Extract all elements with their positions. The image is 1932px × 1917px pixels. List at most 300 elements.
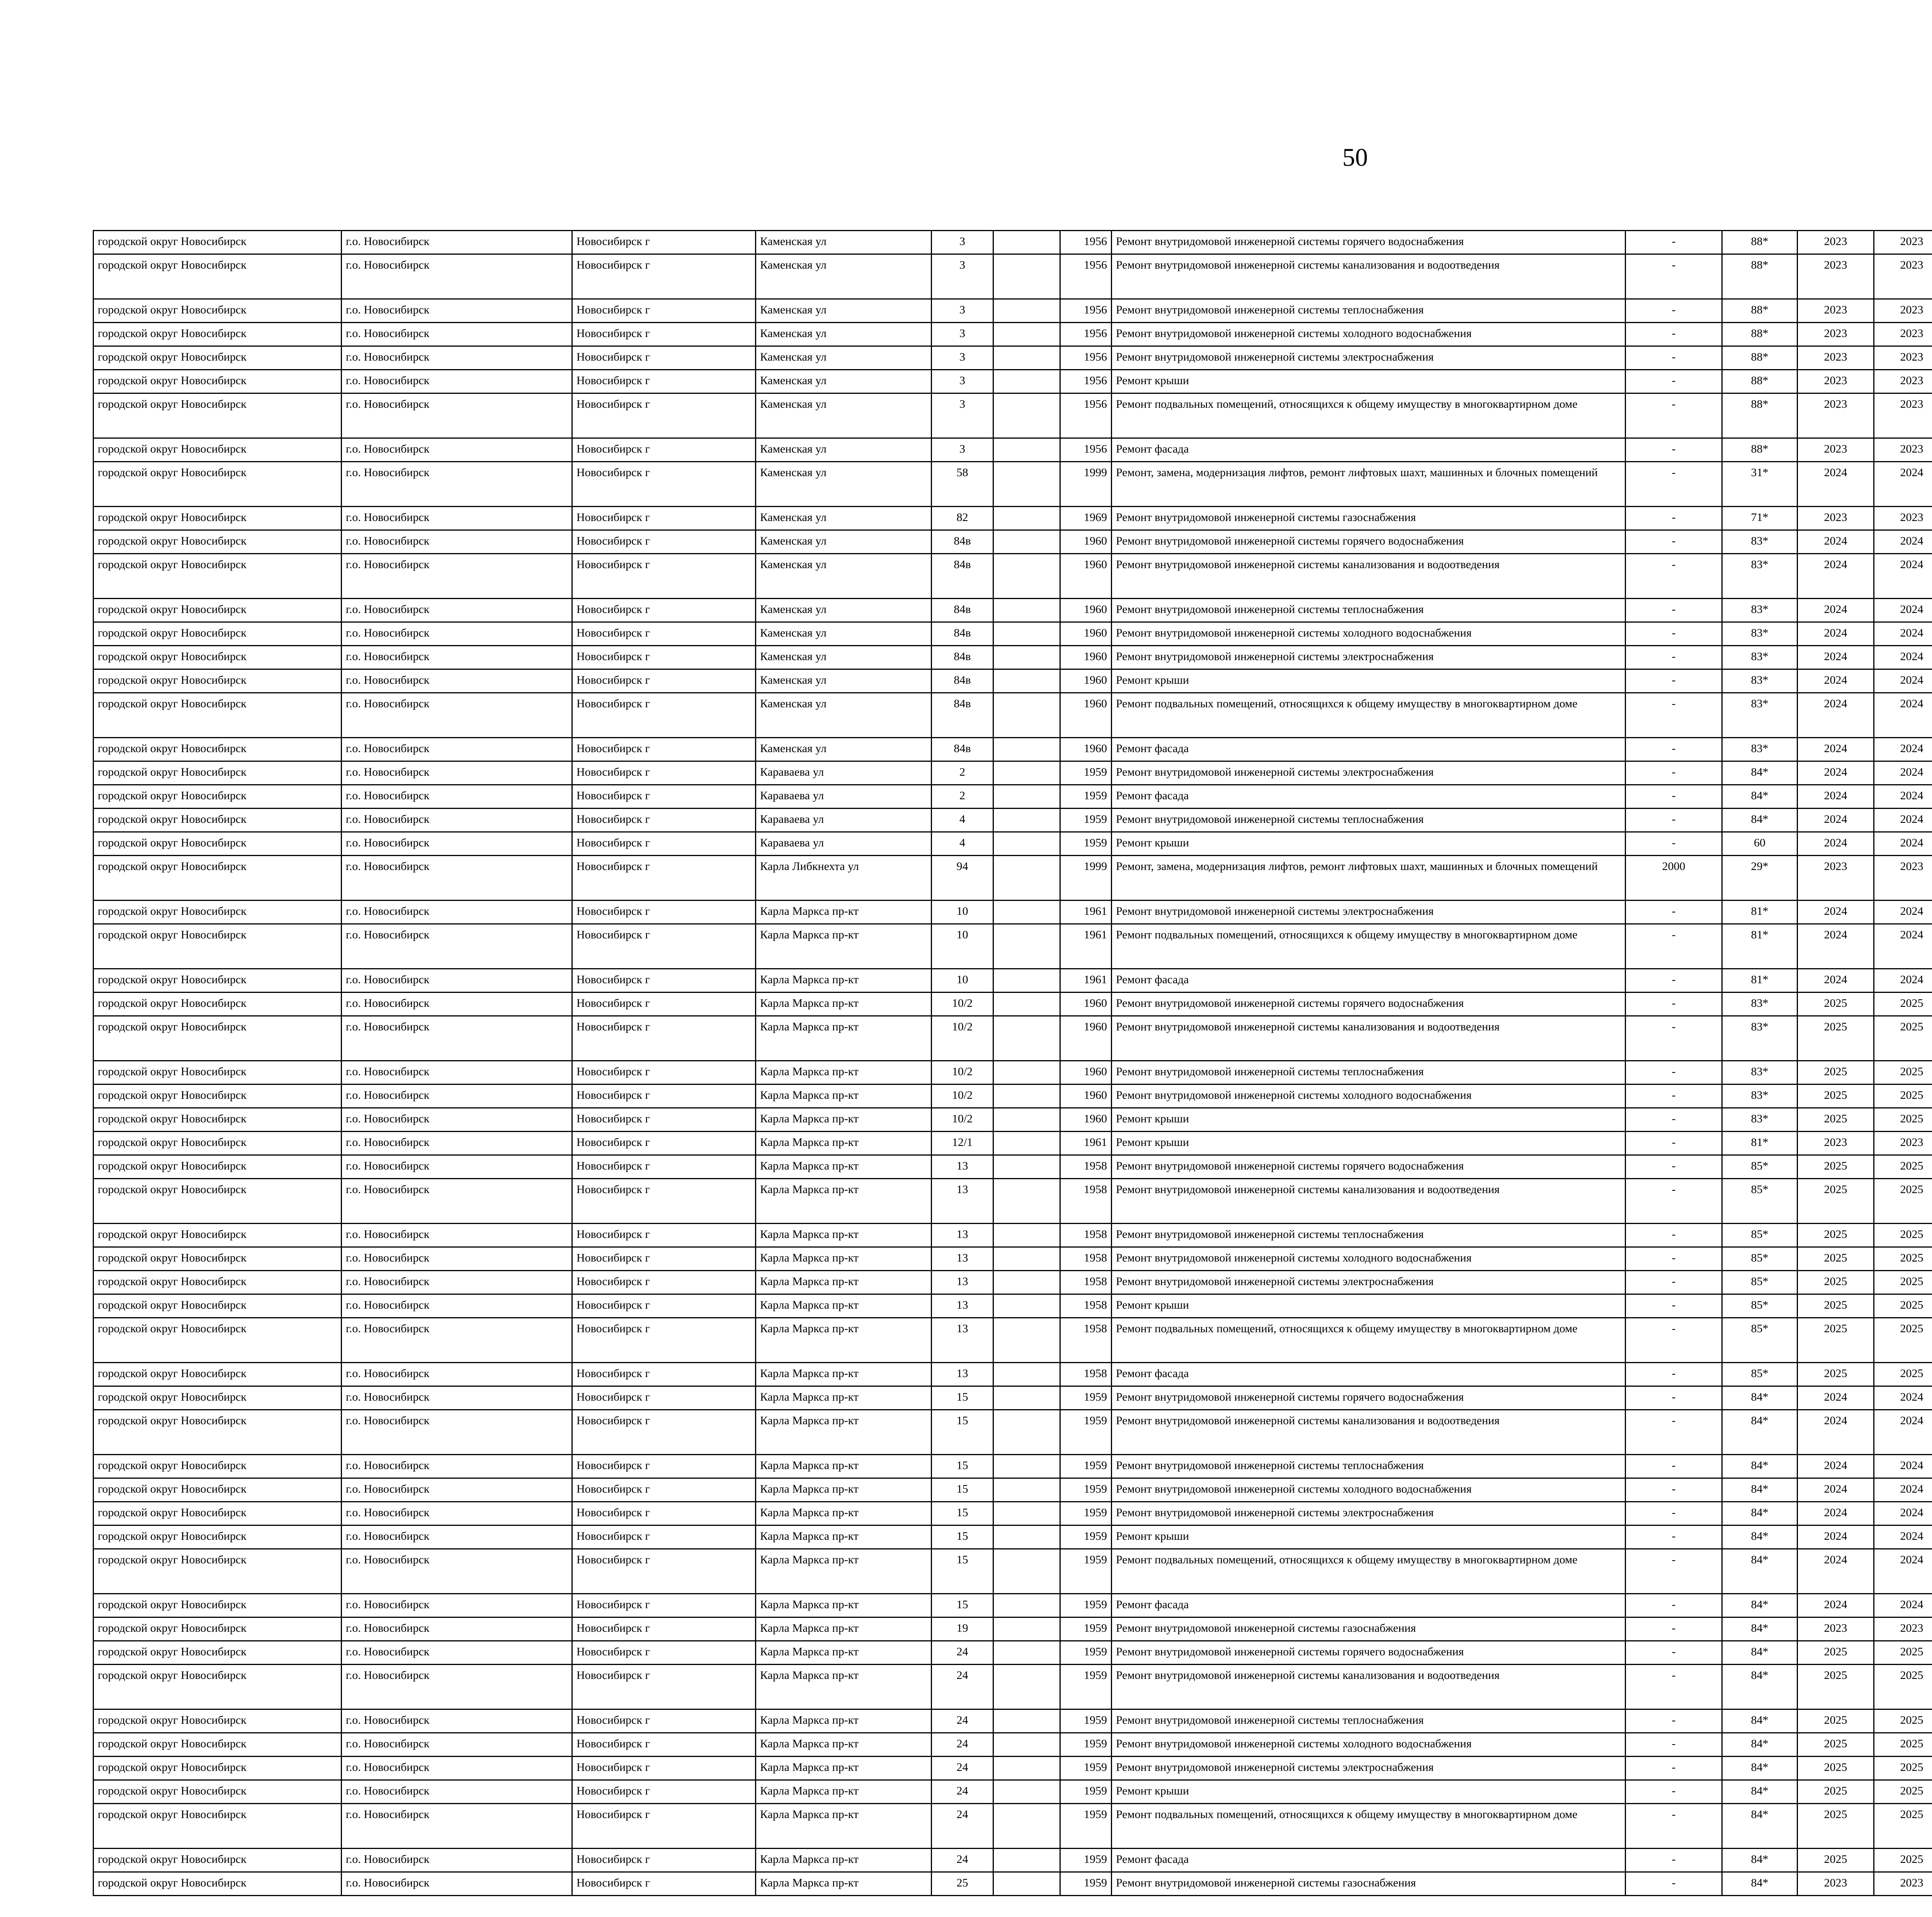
cell-street: Каменская ул <box>756 299 932 323</box>
cell-year-built: 1956 <box>1060 438 1112 462</box>
cell-district: г.о. Новосибирск <box>342 1155 572 1179</box>
cell-end-year: 2025 <box>1874 1108 1932 1132</box>
cell-house-number: 24 <box>932 1733 993 1757</box>
cell-wear-percent: 81* <box>1722 1132 1798 1155</box>
cell-work-type: Ремонт внутридомовой инженерной системы газоснабжения <box>1112 1872 1626 1896</box>
cell-municipality: городской округ Новосибирск <box>94 924 342 969</box>
cell-municipality: городской округ Новосибирск <box>94 323 342 346</box>
cell-year-built: 1960 <box>1060 669 1112 693</box>
cell-house-number: 25 <box>932 1872 993 1896</box>
cell-year-built: 1999 <box>1060 462 1112 507</box>
cell-building <box>993 370 1060 393</box>
cell-end-year: 2024 <box>1874 554 1932 599</box>
cell-year-built: 1956 <box>1060 393 1112 438</box>
cell-house-number: 15 <box>932 1455 993 1478</box>
cell-district: г.о. Новосибирск <box>342 1410 572 1455</box>
cell-work-type: Ремонт внутридомовой инженерной системы электроснабжения <box>1112 646 1626 669</box>
cell-settlement: Новосибирск г <box>572 1872 756 1896</box>
cell-settlement: Новосибирск г <box>572 1780 756 1804</box>
cell-year-built: 1959 <box>1060 1641 1112 1665</box>
cell-start-year: 2024 <box>1798 1594 1874 1617</box>
cell-elevators: - <box>1626 832 1722 856</box>
cell-year-built: 1959 <box>1060 1525 1112 1549</box>
cell-work-type: Ремонт внутридомовой инженерной системы холодного водоснабжения <box>1112 1733 1626 1757</box>
cell-house-number: 94 <box>932 856 993 901</box>
cell-district: г.о. Новосибирск <box>342 785 572 809</box>
cell-municipality: городской округ Новосибирск <box>94 1061 342 1084</box>
cell-work-type: Ремонт внутридомовой инженерной системы теплоснабжения <box>1112 809 1626 832</box>
cell-building <box>993 1271 1060 1294</box>
cell-start-year: 2023 <box>1798 370 1874 393</box>
cell-building <box>993 1455 1060 1478</box>
cell-wear-percent: 88* <box>1722 438 1798 462</box>
cell-wear-percent: 88* <box>1722 346 1798 370</box>
cell-wear-percent: 85* <box>1722 1271 1798 1294</box>
cell-district: г.о. Новосибирск <box>342 622 572 646</box>
cell-elevators: - <box>1626 554 1722 599</box>
table-row <box>94 231 1932 254</box>
cell-start-year: 2023 <box>1798 507 1874 530</box>
cell-start-year: 2025 <box>1798 1757 1874 1780</box>
cell-municipality: городской округ Новосибирск <box>94 1780 342 1804</box>
cell-district: г.о. Новосибирск <box>342 599 572 622</box>
cell-year-built: 1959 <box>1060 809 1112 832</box>
cell-work-type: Ремонт внутридомовой инженерной системы холодного водоснабжения <box>1112 622 1626 646</box>
cell-year-built: 1959 <box>1060 1733 1112 1757</box>
cell-municipality: городской округ Новосибирск <box>94 1155 342 1179</box>
cell-wear-percent: 31* <box>1722 462 1798 507</box>
cell-elevators: - <box>1626 323 1722 346</box>
cell-street: Каменская ул <box>756 507 932 530</box>
cell-street: Карла Маркса пр-кт <box>756 1455 932 1478</box>
table-row <box>94 1641 1932 1665</box>
cell-settlement: Новосибирск г <box>572 669 756 693</box>
cell-house-number: 13 <box>932 1224 993 1247</box>
cell-building <box>993 1478 1060 1502</box>
cell-municipality: городской округ Новосибирск <box>94 1132 342 1155</box>
cell-municipality: городской округ Новосибирск <box>94 969 342 993</box>
cell-start-year: 2025 <box>1798 1804 1874 1849</box>
cell-district: г.о. Новосибирск <box>342 1247 572 1271</box>
cell-end-year: 2025 <box>1874 1733 1932 1757</box>
cell-start-year: 2025 <box>1798 1780 1874 1804</box>
cell-wear-percent: 84* <box>1722 1410 1798 1455</box>
cell-district: г.о. Новосибирск <box>342 1016 572 1061</box>
cell-building <box>993 507 1060 530</box>
cell-elevators: - <box>1626 693 1722 738</box>
cell-end-year: 2024 <box>1874 761 1932 785</box>
cell-wear-percent: 85* <box>1722 1179 1798 1224</box>
capital-repair-table <box>93 230 1932 1896</box>
cell-wear-percent: 84* <box>1722 761 1798 785</box>
cell-house-number: 15 <box>932 1502 993 1525</box>
table-row <box>94 1016 1932 1061</box>
table-row <box>94 924 1932 969</box>
cell-end-year: 2023 <box>1874 393 1932 438</box>
cell-elevators: - <box>1626 1594 1722 1617</box>
cell-building <box>993 462 1060 507</box>
cell-municipality: городской округ Новосибирск <box>94 254 342 299</box>
cell-end-year: 2025 <box>1874 1641 1932 1665</box>
cell-elevators: - <box>1626 993 1722 1016</box>
cell-settlement: Новосибирск г <box>572 1247 756 1271</box>
cell-settlement: Новосибирск г <box>572 969 756 993</box>
cell-district: г.о. Новосибирск <box>342 924 572 969</box>
cell-building <box>993 1294 1060 1318</box>
cell-elevators: - <box>1626 1247 1722 1271</box>
cell-start-year: 2025 <box>1798 1084 1874 1108</box>
cell-elevators: - <box>1626 1084 1722 1108</box>
cell-house-number: 10 <box>932 924 993 969</box>
cell-end-year: 2024 <box>1874 1410 1932 1455</box>
cell-end-year: 2024 <box>1874 599 1932 622</box>
cell-elevators: - <box>1626 370 1722 393</box>
cell-work-type: Ремонт внутридомовой инженерной системы электроснабжения <box>1112 1271 1626 1294</box>
cell-street: Каменская ул <box>756 530 932 554</box>
cell-municipality: городской округ Новосибирск <box>94 1549 342 1594</box>
cell-district: г.о. Новосибирск <box>342 254 572 299</box>
cell-year-built: 1958 <box>1060 1155 1112 1179</box>
cell-wear-percent: 84* <box>1722 1549 1798 1594</box>
cell-house-number: 10 <box>932 901 993 924</box>
cell-settlement: Новосибирск г <box>572 346 756 370</box>
cell-year-built: 1959 <box>1060 1455 1112 1478</box>
cell-work-type: Ремонт внутридомовой инженерной системы электроснабжения <box>1112 761 1626 785</box>
table-row <box>94 1502 1932 1525</box>
cell-start-year: 2024 <box>1798 738 1874 761</box>
cell-wear-percent: 83* <box>1722 599 1798 622</box>
cell-end-year: 2025 <box>1874 1849 1932 1872</box>
cell-year-built: 1956 <box>1060 254 1112 299</box>
cell-year-built: 1956 <box>1060 346 1112 370</box>
cell-district: г.о. Новосибирск <box>342 1318 572 1363</box>
cell-municipality: городской округ Новосибирск <box>94 1757 342 1780</box>
cell-settlement: Новосибирск г <box>572 761 756 785</box>
cell-work-type: Ремонт фасада <box>1112 969 1626 993</box>
table-row <box>94 1318 1932 1363</box>
cell-district: г.о. Новосибирск <box>342 530 572 554</box>
cell-municipality: городской округ Новосибирск <box>94 832 342 856</box>
cell-house-number: 10/2 <box>932 1084 993 1108</box>
cell-wear-percent: 84* <box>1722 1804 1798 1849</box>
cell-settlement: Новосибирск г <box>572 462 756 507</box>
cell-street: Каменская ул <box>756 323 932 346</box>
cell-municipality: городской округ Новосибирск <box>94 1247 342 1271</box>
cell-work-type: Ремонт внутридомовой инженерной системы электроснабжения <box>1112 1757 1626 1780</box>
cell-wear-percent: 83* <box>1722 993 1798 1016</box>
cell-wear-percent: 84* <box>1722 1455 1798 1478</box>
cell-start-year: 2024 <box>1798 1525 1874 1549</box>
table-row <box>94 832 1932 856</box>
cell-year-built: 1960 <box>1060 646 1112 669</box>
cell-settlement: Новосибирск г <box>572 738 756 761</box>
cell-building <box>993 761 1060 785</box>
cell-street: Карла Либкнехта ул <box>756 856 932 901</box>
cell-work-type: Ремонт внутридомовой инженерной системы горячего водоснабжения <box>1112 1155 1626 1179</box>
table-row <box>94 346 1932 370</box>
cell-street: Карла Маркса пр-кт <box>756 1478 932 1502</box>
cell-elevators: - <box>1626 669 1722 693</box>
cell-municipality: городской округ Новосибирск <box>94 901 342 924</box>
table-row <box>94 1780 1932 1804</box>
table-row <box>94 393 1932 438</box>
table-row <box>94 438 1932 462</box>
cell-start-year: 2023 <box>1798 346 1874 370</box>
cell-work-type: Ремонт фасада <box>1112 1594 1626 1617</box>
cell-municipality: городской округ Новосибирск <box>94 1224 342 1247</box>
cell-settlement: Новосибирск г <box>572 693 756 738</box>
cell-municipality: городской округ Новосибирск <box>94 370 342 393</box>
table-row <box>94 1665 1932 1709</box>
cell-house-number: 10/2 <box>932 1061 993 1084</box>
cell-building <box>993 646 1060 669</box>
cell-year-built: 1960 <box>1060 599 1112 622</box>
cell-year-built: 1969 <box>1060 507 1112 530</box>
cell-work-type: Ремонт, замена, модернизация лифтов, ремонт лифтовых шахт, машинных и блочных помещений <box>1112 856 1626 901</box>
cell-district: г.о. Новосибирск <box>342 1665 572 1709</box>
cell-settlement: Новосибирск г <box>572 1155 756 1179</box>
cell-district: г.о. Новосибирск <box>342 1363 572 1386</box>
cell-work-type: Ремонт внутридомовой инженерной системы газоснабжения <box>1112 507 1626 530</box>
cell-house-number: 84в <box>932 693 993 738</box>
cell-street: Карла Маркса пр-кт <box>756 1061 932 1084</box>
cell-settlement: Новосибирск г <box>572 901 756 924</box>
cell-settlement: Новосибирск г <box>572 1733 756 1757</box>
cell-wear-percent: 88* <box>1722 231 1798 254</box>
cell-start-year: 2024 <box>1798 669 1874 693</box>
cell-year-built: 1961 <box>1060 924 1112 969</box>
cell-house-number: 24 <box>932 1665 993 1709</box>
cell-street: Каменская ул <box>756 599 932 622</box>
cell-wear-percent: 85* <box>1722 1224 1798 1247</box>
cell-elevators: - <box>1626 507 1722 530</box>
cell-building <box>993 1733 1060 1757</box>
cell-wear-percent: 88* <box>1722 393 1798 438</box>
cell-building <box>993 1665 1060 1709</box>
cell-elevators: - <box>1626 1617 1722 1641</box>
cell-building <box>993 1108 1060 1132</box>
cell-end-year: 2024 <box>1874 924 1932 969</box>
cell-wear-percent: 84* <box>1722 1386 1798 1410</box>
cell-elevators: - <box>1626 1108 1722 1132</box>
cell-year-built: 1959 <box>1060 1478 1112 1502</box>
cell-start-year: 2024 <box>1798 924 1874 969</box>
cell-house-number: 84в <box>932 622 993 646</box>
cell-municipality: городской округ Новосибирск <box>94 693 342 738</box>
cell-wear-percent: 83* <box>1722 1016 1798 1061</box>
cell-start-year: 2024 <box>1798 1502 1874 1525</box>
cell-house-number: 84в <box>932 530 993 554</box>
cell-work-type: Ремонт подвальных помещений, относящихся к общему имуществу в многоквартирном доме <box>1112 924 1626 969</box>
cell-end-year: 2024 <box>1874 1502 1932 1525</box>
cell-building <box>993 554 1060 599</box>
cell-street: Карла Маркса пр-кт <box>756 1709 932 1733</box>
cell-settlement: Новосибирск г <box>572 1318 756 1363</box>
cell-end-year: 2023 <box>1874 1132 1932 1155</box>
cell-municipality: городской округ Новосибирск <box>94 554 342 599</box>
cell-street: Карла Маркса пр-кт <box>756 1247 932 1271</box>
cell-building <box>993 1224 1060 1247</box>
cell-work-type: Ремонт фасада <box>1112 785 1626 809</box>
cell-work-type: Ремонт внутридомовой инженерной системы теплоснабжения <box>1112 1709 1626 1733</box>
cell-start-year: 2024 <box>1798 1455 1874 1478</box>
cell-district: г.о. Новосибирск <box>342 1641 572 1665</box>
cell-building <box>993 1061 1060 1084</box>
cell-house-number: 13 <box>932 1155 993 1179</box>
cell-settlement: Новосибирск г <box>572 1108 756 1132</box>
cell-settlement: Новосибирск г <box>572 924 756 969</box>
cell-year-built: 1961 <box>1060 969 1112 993</box>
cell-municipality: городской округ Новосибирск <box>94 761 342 785</box>
cell-settlement: Новосибирск г <box>572 231 756 254</box>
cell-building <box>993 530 1060 554</box>
cell-municipality: городской округ Новосибирск <box>94 809 342 832</box>
cell-district: г.о. Новосибирск <box>342 1132 572 1155</box>
cell-street: Каменская ул <box>756 370 932 393</box>
cell-municipality: городской округ Новосибирск <box>94 646 342 669</box>
cell-municipality: городской округ Новосибирск <box>94 1386 342 1410</box>
cell-building <box>993 438 1060 462</box>
cell-year-built: 1960 <box>1060 622 1112 646</box>
cell-municipality: городской округ Новосибирск <box>94 1108 342 1132</box>
cell-municipality: городской округ Новосибирск <box>94 1709 342 1733</box>
table-row <box>94 1617 1932 1641</box>
cell-work-type: Ремонт крыши <box>1112 832 1626 856</box>
cell-district: г.о. Новосибирск <box>342 761 572 785</box>
cell-building <box>993 1549 1060 1594</box>
cell-wear-percent: 81* <box>1722 901 1798 924</box>
cell-end-year: 2024 <box>1874 738 1932 761</box>
cell-wear-percent: 84* <box>1722 1502 1798 1525</box>
cell-house-number: 3 <box>932 299 993 323</box>
cell-district: г.о. Новосибирск <box>342 1780 572 1804</box>
cell-end-year: 2025 <box>1874 1318 1932 1363</box>
cell-start-year: 2025 <box>1798 1108 1874 1132</box>
cell-work-type: Ремонт крыши <box>1112 669 1626 693</box>
cell-street: Каменская ул <box>756 346 932 370</box>
cell-wear-percent: 85* <box>1722 1247 1798 1271</box>
cell-street: Карла Маркса пр-кт <box>756 1733 932 1757</box>
cell-end-year: 2025 <box>1874 1780 1932 1804</box>
table-row <box>94 1363 1932 1386</box>
cell-municipality: городской округ Новосибирск <box>94 1872 342 1896</box>
cell-district: г.о. Новосибирск <box>342 370 572 393</box>
cell-district: г.о. Новосибирск <box>342 1502 572 1525</box>
cell-elevators: - <box>1626 462 1722 507</box>
cell-elevators: - <box>1626 1224 1722 1247</box>
cell-street: Каменская ул <box>756 462 932 507</box>
cell-work-type: Ремонт крыши <box>1112 1132 1626 1155</box>
cell-year-built: 1958 <box>1060 1363 1112 1386</box>
cell-wear-percent: 88* <box>1722 254 1798 299</box>
cell-start-year: 2025 <box>1798 1318 1874 1363</box>
cell-street: Каравaева ул <box>756 785 932 809</box>
cell-settlement: Новосибирск г <box>572 1594 756 1617</box>
cell-district: г.о. Новосибирск <box>342 1849 572 1872</box>
cell-work-type: Ремонт крыши <box>1112 1108 1626 1132</box>
cell-district: г.о. Новосибирск <box>342 993 572 1016</box>
table-row <box>94 299 1932 323</box>
table-row <box>94 1155 1932 1179</box>
cell-work-type: Ремонт внутридомовой инженерной системы теплоснабжения <box>1112 1455 1626 1478</box>
cell-start-year: 2024 <box>1798 646 1874 669</box>
cell-elevators: - <box>1626 599 1722 622</box>
cell-settlement: Новосибирск г <box>572 622 756 646</box>
cell-street: Карла Маркса пр-кт <box>756 924 932 969</box>
cell-start-year: 2024 <box>1798 622 1874 646</box>
cell-elevators: - <box>1626 1455 1722 1478</box>
cell-elevators: - <box>1626 809 1722 832</box>
cell-elevators: - <box>1626 346 1722 370</box>
cell-end-year: 2023 <box>1874 370 1932 393</box>
cell-house-number: 3 <box>932 254 993 299</box>
cell-municipality: городской округ Новосибирск <box>94 669 342 693</box>
cell-building <box>993 1804 1060 1849</box>
cell-elevators: - <box>1626 1665 1722 1709</box>
cell-house-number: 24 <box>932 1849 993 1872</box>
cell-start-year: 2024 <box>1798 462 1874 507</box>
cell-start-year: 2025 <box>1798 1709 1874 1733</box>
cell-work-type: Ремонт внутридомовой инженерной системы холодного водоснабжения <box>1112 1084 1626 1108</box>
cell-street: Карла Маркса пр-кт <box>756 1549 932 1594</box>
table-row <box>94 1455 1932 1478</box>
cell-house-number: 10/2 <box>932 1108 993 1132</box>
cell-end-year: 2023 <box>1874 438 1932 462</box>
cell-start-year: 2024 <box>1798 901 1874 924</box>
cell-elevators: - <box>1626 438 1722 462</box>
cell-house-number: 24 <box>932 1804 993 1849</box>
cell-settlement: Новосибирск г <box>572 1709 756 1733</box>
cell-start-year: 2025 <box>1798 1641 1874 1665</box>
cell-house-number: 58 <box>932 462 993 507</box>
cell-work-type: Ремонт подвальных помещений, относящихся к общему имуществу в многоквартирном доме <box>1112 1804 1626 1849</box>
cell-work-type: Ремонт фасада <box>1112 438 1626 462</box>
cell-start-year: 2025 <box>1798 1224 1874 1247</box>
cell-wear-percent: 84* <box>1722 1757 1798 1780</box>
cell-building <box>993 1155 1060 1179</box>
cell-building <box>993 1386 1060 1410</box>
table-row <box>94 1061 1932 1084</box>
cell-municipality: городской округ Новосибирск <box>94 1594 342 1617</box>
cell-street: Каменская ул <box>756 438 932 462</box>
cell-start-year: 2025 <box>1798 1363 1874 1386</box>
cell-start-year: 2025 <box>1798 1155 1874 1179</box>
cell-house-number: 24 <box>932 1641 993 1665</box>
cell-street: Карла Маркса пр-кт <box>756 1155 932 1179</box>
table-row <box>94 1108 1932 1132</box>
cell-start-year: 2025 <box>1798 1294 1874 1318</box>
cell-start-year: 2023 <box>1798 393 1874 438</box>
cell-district: г.о. Новосибирск <box>342 1733 572 1757</box>
cell-house-number: 13 <box>932 1179 993 1224</box>
cell-house-number: 84в <box>932 599 993 622</box>
cell-work-type: Ремонт внутридомовой инженерной системы канализования и водоотведения <box>1112 1665 1626 1709</box>
cell-work-type: Ремонт крыши <box>1112 1525 1626 1549</box>
cell-municipality: городской округ Новосибирск <box>94 1804 342 1849</box>
cell-end-year: 2023 <box>1874 856 1932 901</box>
cell-district: г.о. Новосибирск <box>342 646 572 669</box>
cell-settlement: Новосибирск г <box>572 530 756 554</box>
cell-elevators: - <box>1626 1179 1722 1224</box>
cell-settlement: Новосибирск г <box>572 1849 756 1872</box>
table-row <box>94 669 1932 693</box>
cell-work-type: Ремонт внутридомовой инженерной системы газоснабжения <box>1112 1617 1626 1641</box>
cell-street: Карла Маркса пр-кт <box>756 1502 932 1525</box>
cell-elevators: - <box>1626 1132 1722 1155</box>
table-row <box>94 622 1932 646</box>
cell-building <box>993 669 1060 693</box>
cell-settlement: Новосибирск г <box>572 1617 756 1641</box>
